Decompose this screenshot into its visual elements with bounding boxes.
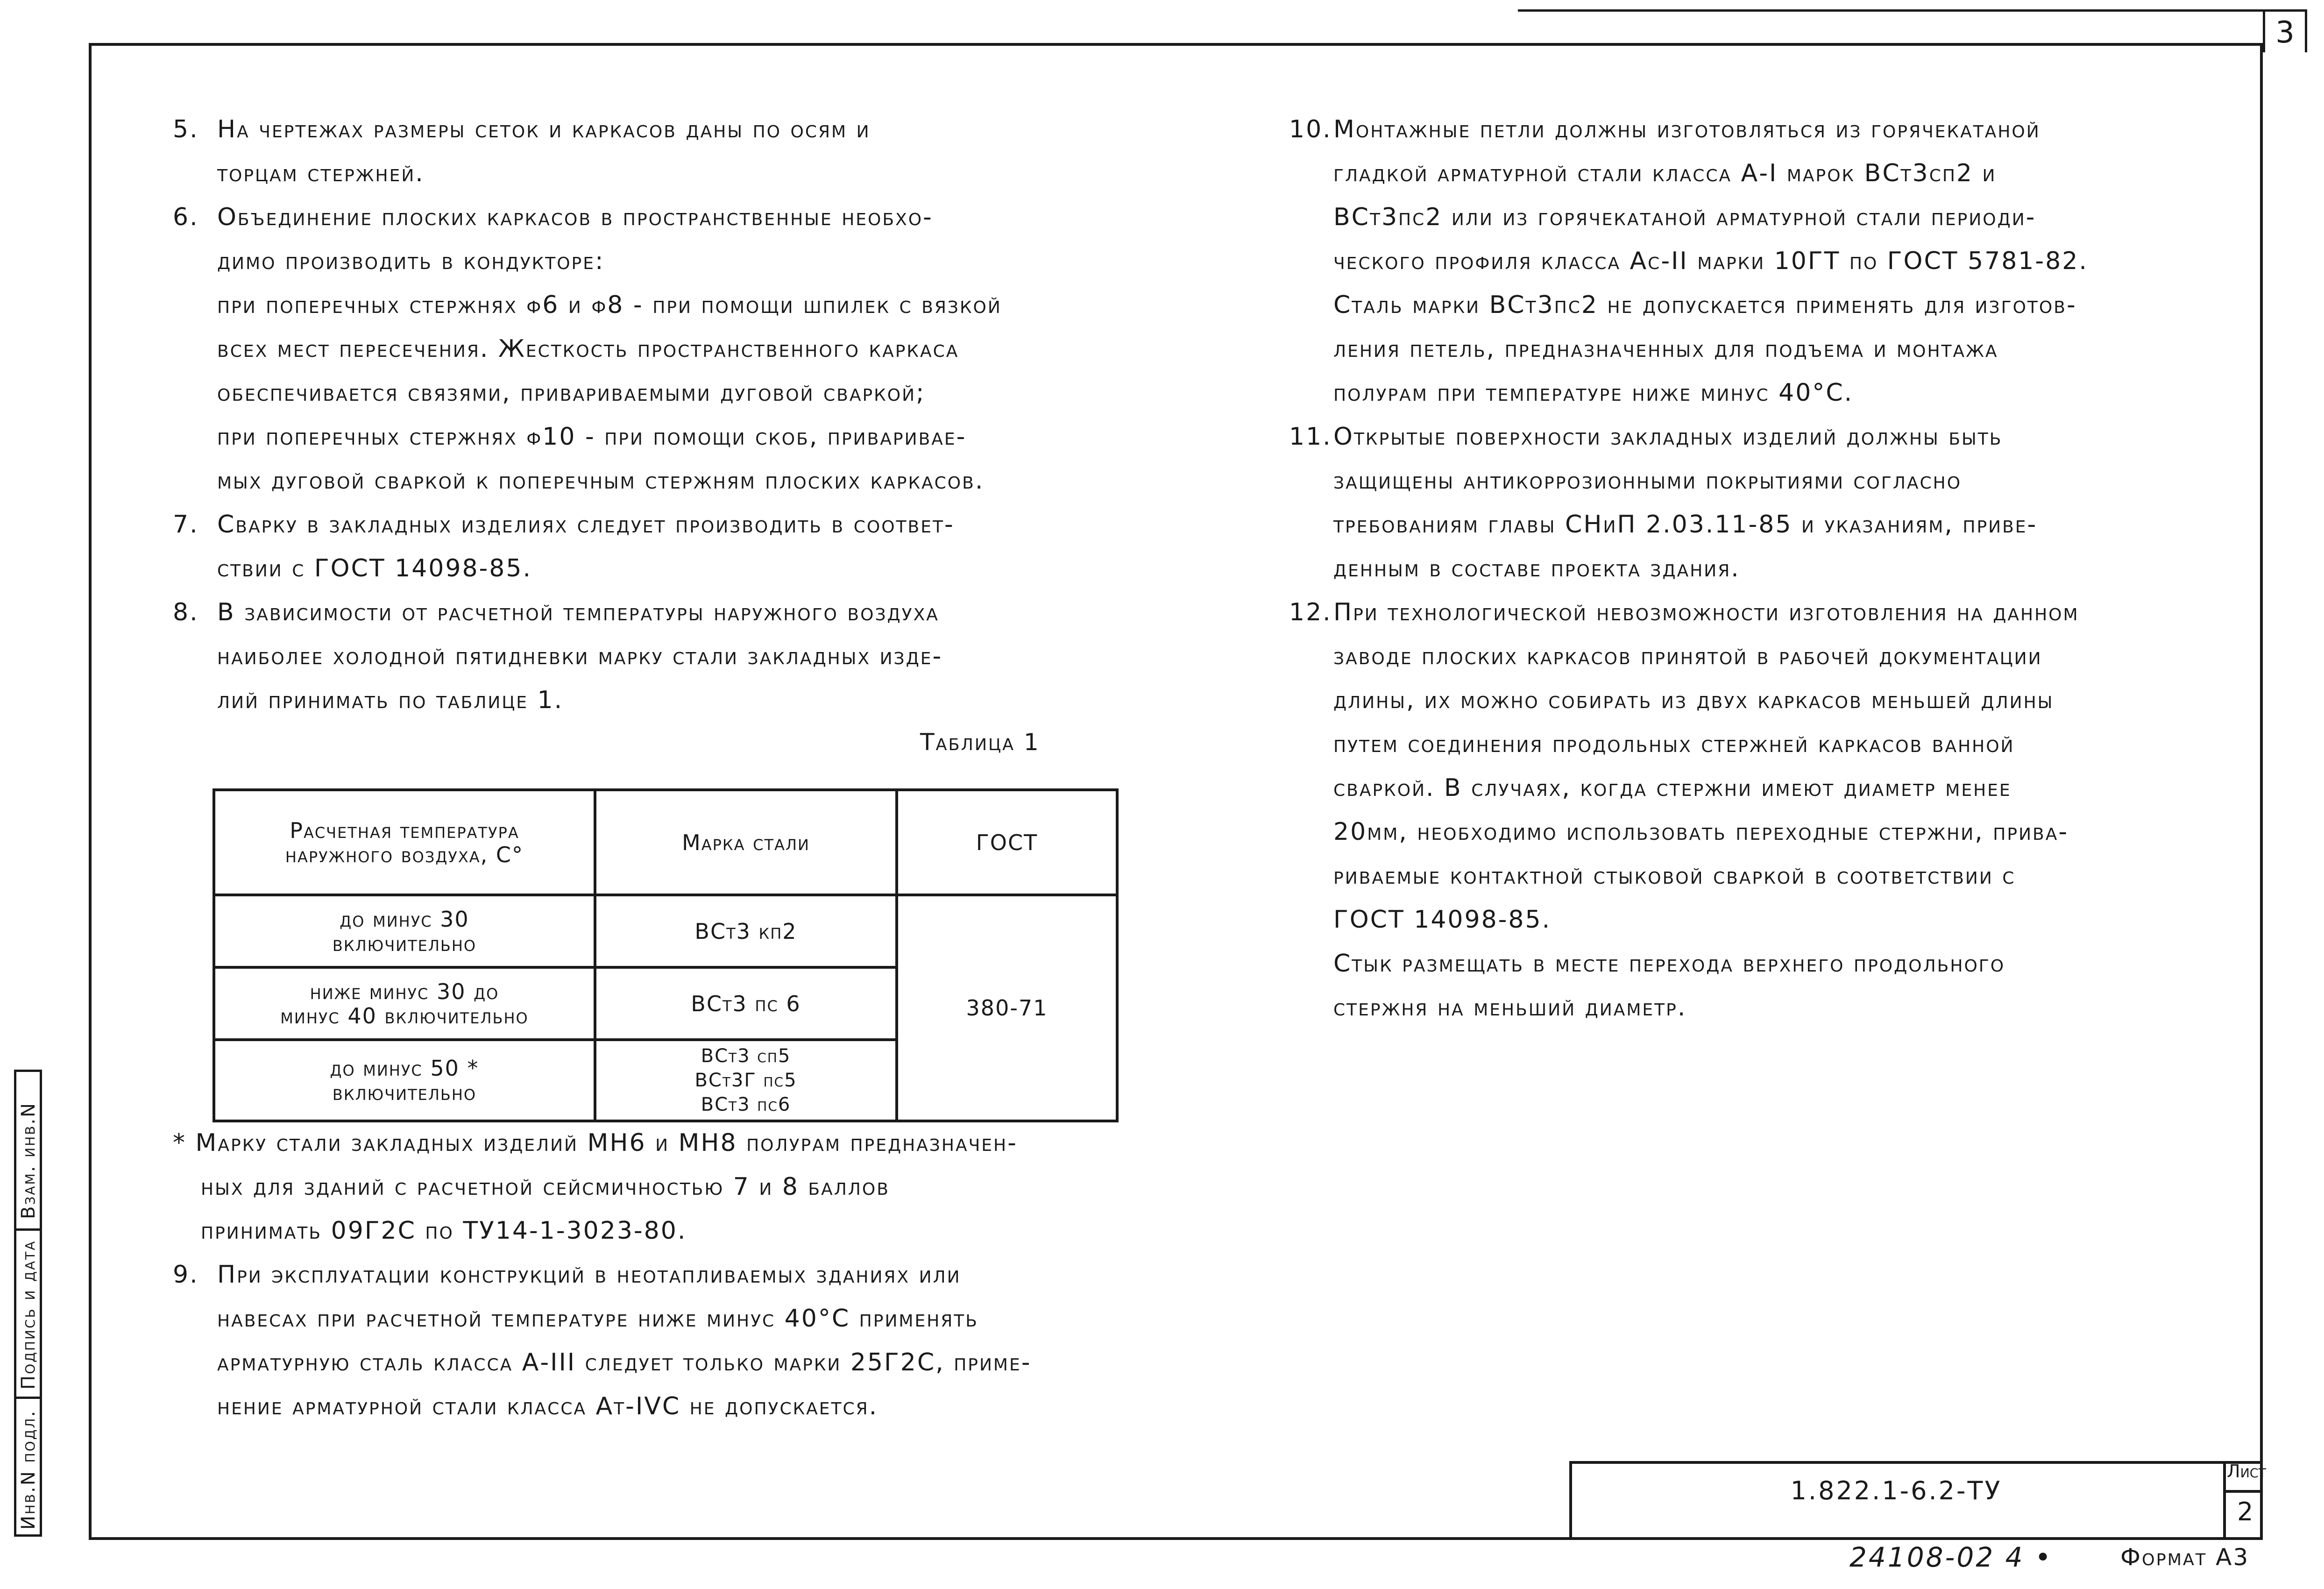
text-line: ствии с ГОСТ 14098-85. <box>217 554 532 582</box>
footnote-line: ных для зданий с расчетной сейсмичностью 7 и 8 баллов <box>201 1173 890 1201</box>
steel-grade-table <box>213 788 1119 1122</box>
text-line: Объединение плоских каркасов в пространственные необхо- <box>217 203 933 231</box>
page-number: 3 <box>2263 9 2307 52</box>
table-cell-steel: ВСт3 кп2 <box>595 895 897 967</box>
text-line: лий принимать по таблице 1. <box>217 686 564 714</box>
text-line: При технологической невозможности изготовления на данном <box>1333 598 2079 626</box>
side-label-inv: Инв.N подл. <box>18 1409 39 1530</box>
item-number: 5. <box>173 115 199 143</box>
text-line: гладкой арматурной стали класса А-I марок ВСт3сп2 и <box>1333 159 1997 187</box>
table-caption: Таблица 1 <box>920 729 1040 756</box>
footnote-line: принимать 09Г2С по ТУ14-1-3023-80. <box>201 1217 687 1245</box>
text-line: Монтажные петли должны изготовляться из горячекатаной <box>1333 115 2041 143</box>
item-number: 10. <box>1289 115 1332 143</box>
text-line: защищены антикоррозионными покрытиями согласно <box>1333 467 1962 495</box>
text-line: всех мест пересечения. Жесткость пространственного каркаса <box>217 335 959 363</box>
text-line: ГОСТ 14098-85. <box>1333 906 1552 934</box>
text-line: мых дуговой сваркой к поперечным стержням плоских каркасов. <box>217 467 985 495</box>
text-line: обеспечивается связями, привариваемыми дуговой сваркой; <box>217 379 926 407</box>
text-line: На чертежах размеры сеток и каркасов даны по осям и <box>217 115 871 143</box>
item-number: 7. <box>173 511 199 539</box>
cell-line: включительно <box>332 930 477 956</box>
text-line: заводе плоских каркасов принятой в рабочей документации <box>1333 642 2042 670</box>
table-cell-temp <box>214 1040 595 1121</box>
table-header-gost: ГОСТ <box>897 790 1117 895</box>
cell-line: ниже минус 30 до <box>310 979 499 1004</box>
side-label-vzam: Взам. инв.N <box>18 1102 39 1219</box>
cell-line: минус 40 включительно <box>280 1003 529 1029</box>
item-number: 8. <box>173 598 199 626</box>
item-number: 12. <box>1289 598 1332 626</box>
text-line: При эксплуатации конструкций в неотапливаемых зданиях или <box>217 1261 961 1289</box>
cell-line: до минус 30 <box>340 906 469 932</box>
top-border-line <box>1518 9 2265 12</box>
format-label: Формат А3 <box>2120 1544 2250 1571</box>
table-header-steel: Марка стали <box>595 790 897 895</box>
cell-line: ВСт3Г пс5 <box>694 1070 797 1091</box>
text-line: сваркой. В случаях, когда стержни имеют диаметр менее <box>1333 774 2012 802</box>
side-label-podpis: Подпись и дата <box>18 1240 39 1390</box>
footnote-line: * Марку стали закладных изделий МН6 и МН8 полурам предназначен- <box>173 1129 1018 1157</box>
text-line: димо производить в кондукторе: <box>217 247 605 275</box>
text-line: Сварку в закладных изделиях следует производить в соответ- <box>217 511 955 539</box>
document-code: 1.822.1-6.2-ТУ <box>1790 1476 2002 1505</box>
sheet-label: Лист <box>2227 1461 2267 1482</box>
text-line: денным в составе проекта здания. <box>1333 554 1740 582</box>
item-number: 11. <box>1289 423 1332 451</box>
left-column-footnote <box>173 1121 1200 1428</box>
right-column <box>1289 107 2260 1029</box>
text-line: требованиям главы СНиП 2.03.11-85 и указаниям, приве- <box>1333 511 2038 539</box>
cell-line: до минус 50 * <box>330 1056 479 1081</box>
text-line: Сталь марки ВСт3пс2 не допускается применять для изготов- <box>1333 291 2077 319</box>
side-divider <box>14 1397 42 1399</box>
header-line: Расчетная температура <box>290 817 519 843</box>
text-line: торцам стержней. <box>217 159 425 187</box>
text-line: В зависимости от расчетной температуры наружного воздуха <box>217 598 939 626</box>
text-line: ВСт3пс2 или из горячекатаной арматурной стали периоди- <box>1333 203 2036 231</box>
item-number: 6. <box>173 203 199 231</box>
left-column <box>173 107 1200 722</box>
cell-line: включительно <box>332 1080 477 1105</box>
text-line: ления петель, предназначенных для подъема и монтажа <box>1333 335 1998 363</box>
text-line: стержня на меньший диаметр. <box>1333 993 1687 1022</box>
text-line: нение арматурной стали класса Ат-IVС не допускается. <box>217 1392 879 1420</box>
text-line: риваемые контактной стыковой сваркой в соответствии с <box>1333 862 2016 890</box>
text-line: ческого профиля класса Ас-II марки 10ГТ по ГОСТ 5781-82. <box>1333 247 2088 275</box>
table-cell-steel: ВСт3 пс 6 <box>595 967 897 1040</box>
sheet-divider <box>2223 1490 2263 1493</box>
text-line: Открытые поверхности закладных изделий должны быть <box>1333 423 2003 451</box>
table-cell-temp <box>214 967 595 1040</box>
table-cell-gost: 380-71 <box>897 895 1117 1121</box>
text-line: при поперечных стержнях ф6 и ф8 - при помощи шпилек с вязкой <box>217 291 1002 319</box>
archive-number: 24108-02 4 • <box>1849 1541 2053 1573</box>
text-line: арматурную сталь класса А-III следует только марки 25Г2С, приме- <box>217 1348 1032 1376</box>
text-line: 20мм, необходимо использовать переходные стержни, прива- <box>1333 818 2069 846</box>
text-line: навесах при расчетной температуре ниже минус 40°С применять <box>217 1305 978 1333</box>
header-line: наружного воздуха, С° <box>285 842 524 867</box>
cell-line: ВСт3 пс6 <box>701 1094 791 1115</box>
text-line: при поперечных стержнях ф10 - при помощи скоб, приваривае- <box>217 423 967 451</box>
cell-line: ВСт3 сп5 <box>701 1045 791 1067</box>
text-line: наиболее холодной пятидневки марку стали закладных изде- <box>217 642 943 670</box>
sheet-number: 2 <box>2237 1497 2253 1526</box>
text-line: Стык размещать в месте перехода верхнего продольного <box>1333 950 2005 978</box>
item-number: 9. <box>173 1261 199 1289</box>
table-header-temperature <box>214 790 595 895</box>
side-divider <box>14 1228 42 1231</box>
text-line: путем соединения продольных стержней каркасов ванной <box>1333 730 2015 758</box>
text-line: полурам при температуре ниже минус 40°С. <box>1333 379 1854 407</box>
table-cell-temp <box>214 895 595 967</box>
table-cell-steel <box>595 1040 897 1121</box>
text-line: длины, их можно собирать из двух каркасов меньшей длины <box>1333 686 2054 714</box>
